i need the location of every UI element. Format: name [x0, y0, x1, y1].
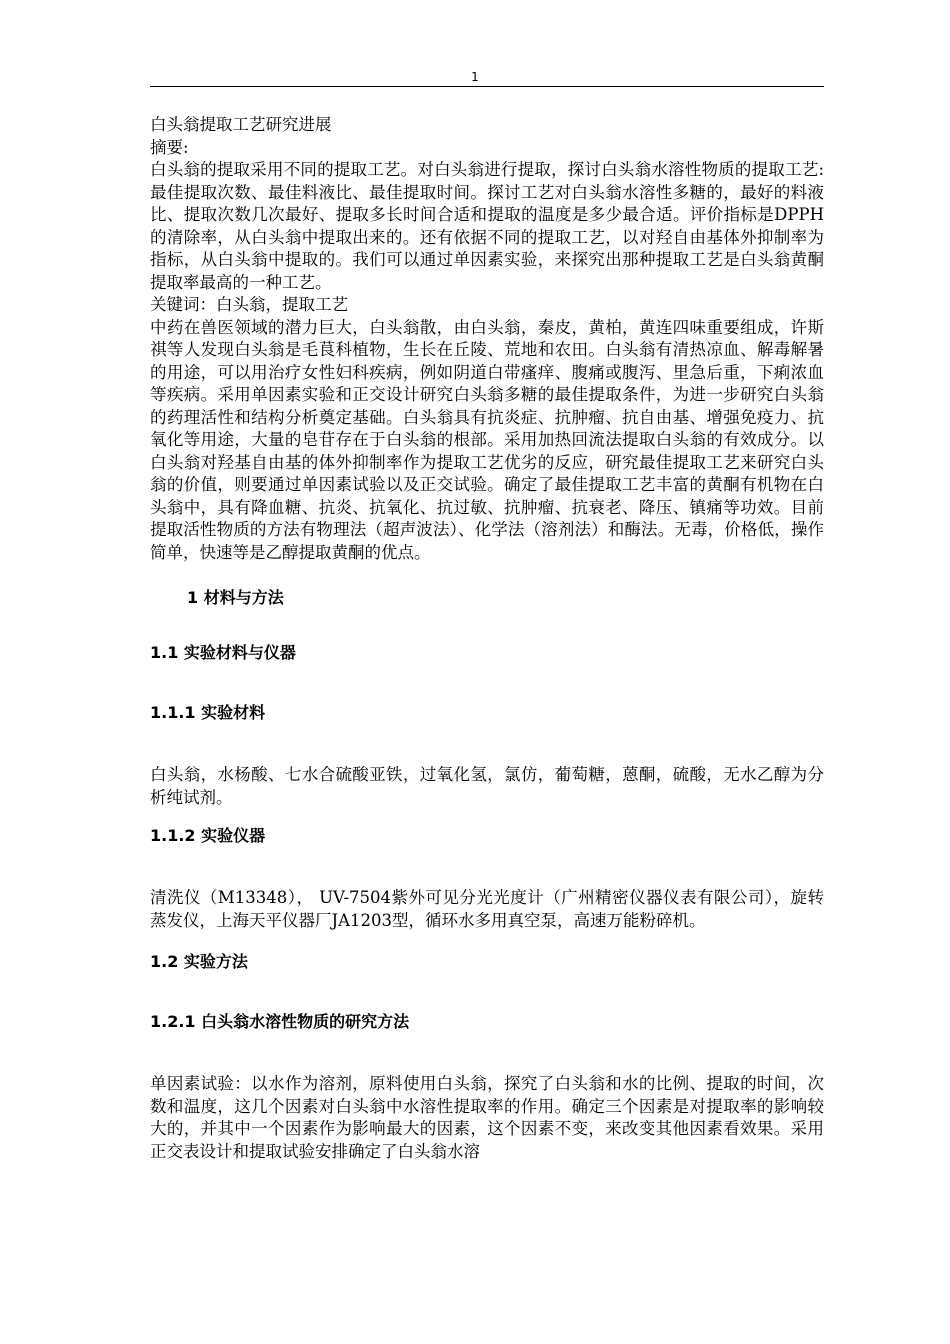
heading-materials: 1.1.1 实验材料: [150, 703, 266, 722]
keywords-line: 关键词：白头翁，提取工艺: [150, 295, 348, 314]
materials-paragraph: 白头翁，水杨酸、七水合硫酸亚铁，过氧化氢，氯仿，葡萄糖，蒽酮，硫酸，无水乙醇为分析纯试剂。: [150, 765, 824, 807]
document-title: 白头翁提取工艺研究进展: [150, 115, 332, 134]
abstract-label: 摘要:: [150, 137, 189, 157]
heading-materials-instruments: 1.1 实验材料与仪器: [150, 643, 296, 662]
heading-water-soluble-method: 1.2.1 白头翁水溶性物质的研究方法: [150, 1012, 410, 1031]
instruments-paragraph: 清洗仪（M13348）， UV-7504紫外可见分光光度计（广州精密仪器仪表有限公司），旋转蒸发仪，上海天平仪器厂JA1203型，循环水多用真空泵，高速万能粉碎机。: [150, 888, 824, 930]
page-number: 1: [471, 70, 479, 84]
heading-instruments: 1.1.2 实验仪器: [150, 826, 266, 845]
intro-paragraph: 中药在兽医领域的潜力巨大，白头翁散，由白头翁，秦皮，黄柏，黄连四味重要组成，许斯祺等人发现白头翁是毛茛科植物，生长在丘陵、荒地和农田。白头翁有清热凉血、解毒解暑的用途，可以用治疗女性妇科疾病，例如阴道白带瘙痒、腹痛或腹泻、里急后重，下痢浓血等疾病。采用单因素实验和正交设计研究白头翁多糖的最佳提取条件，为进一步研究白头翁的药理活性和结构分析奠定基础。白头翁具有抗炎症、抗肿瘤、抗自由基、增强免疫力、抗氧化等用途，大量的皂苷存在于白头翁的根部。采用加热回流法提取白头翁的有效成分。以白头翁对羟基自由基的体外抑制率作为提取工艺优劣的反应，研究最佳提取工艺来研究白头翁的价值，则要通过单因素试验以及正交试验。确定了最佳提取工艺丰富的黄酮有机物在白头翁中，具有降血糖、抗炎、抗氧化、抗过敏、抗肿瘤、抗衰老、降压、镇痛等功效。目前提取活性物质的方法有物理法（超声波法）、化学法（溶剂法）和酶法。无毒，价格低，操作简单，快速等是乙醇提取黄酮的优点。: [150, 317, 824, 562]
method-paragraph: 单因素试验：以水作为溶剂，原料使用白头翁，探究了白头翁和水的比例、提取的时间，次数和温度，这几个因素对白头翁中水溶性提取率的作用。确定三个因素是对提取率的影响较大的，并其中一个因素作为影响最大的因素，这个因素不变，来改变其他因素看效果。采用正交表设计和提取试验安排确定了白头翁水溶: [150, 1074, 824, 1161]
heading-materials-methods: 1 材料与方法: [187, 588, 284, 607]
header-rule: [150, 86, 824, 87]
abstract-paragraph: 白头翁的提取采用不同的提取工艺。对白头翁进行提取，探讨白头翁水溶性物质的提取工艺:最佳提取次数、最佳料液比、最佳提取时间。探讨工艺对白头翁水溶性多糖的，最好的料液比、提取次数几次最好、提取多长时间合适和提取的温度是多少最合适。评价指标是DPPH的清除率，从白头翁中提取出来的。还有依据不同的提取工艺，以对羟自由基体外抑制率为指标，从白头翁中提取的。我们可以通过单因素实验，来探究出那种提取工艺是白头翁黄酮提取率最高的一种工艺。: [150, 160, 824, 292]
heading-methods: 1.2 实验方法: [150, 952, 248, 971]
document-body: [150, 114, 824, 1163]
